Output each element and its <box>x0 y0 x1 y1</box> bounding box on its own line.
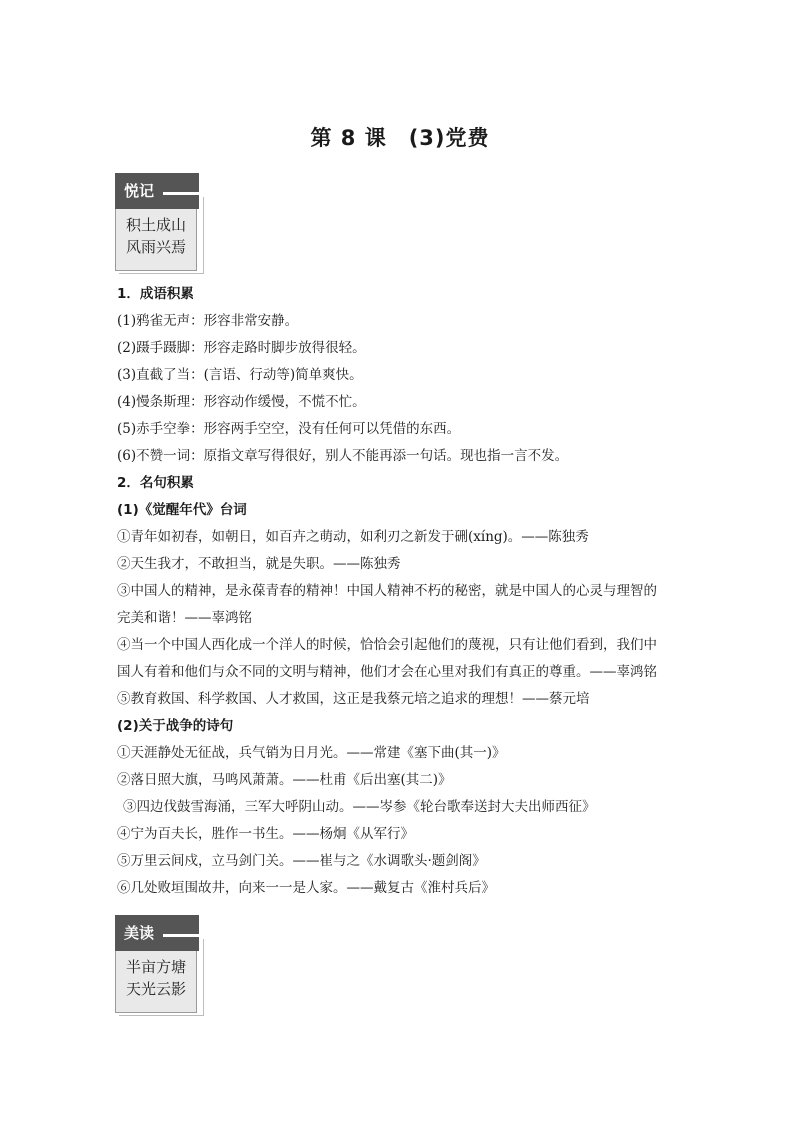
main-content <box>117 281 697 902</box>
poem-line: ⑥几处败垣围故井，向来一一是人家。——戴复古《淮村兵后》 <box>117 880 495 896</box>
poem-line: ③四边伐鼓雪海涌，三军大呼阴山动。——岑参《轮台歌奉送封大夫出师西征》 <box>123 799 596 815</box>
poem-line: ①天涯静处无征战，兵气销为日月光。——常建《塞下曲(其一)》 <box>117 745 506 761</box>
idiom-item: (1)鸦雀无声：形容非常安静。 <box>117 313 299 329</box>
badge-line: 积土成山 <box>126 216 187 234</box>
badge-label: 悦记 <box>124 182 155 200</box>
poem-line: ④宁为百夫长，胜作一书生。——杨炯《从军行》 <box>117 826 414 842</box>
section-heading: 1．成语积累 <box>117 286 194 302</box>
quote-line: ①青年如初春，如朝日，如百卉之萌动，如利刃之新发于硎(xíng)。——陈独秀 <box>117 529 589 545</box>
badge-line: 风雨兴焉 <box>126 238 187 256</box>
quote-line: ②天生我才，不敢担当，就是失职。——陈独秀 <box>117 556 401 572</box>
badge-line: 天光云影 <box>126 980 187 998</box>
idiom-item: (4)慢条斯理：形容动作缓慢，不慌不忙。 <box>117 394 366 410</box>
badge-label: 美读 <box>124 924 155 942</box>
subsection-heading: (2)关于战争的诗句 <box>117 718 234 734</box>
badge-header <box>115 915 199 951</box>
subsection-heading: (1)《觉醒年代》台词 <box>117 502 247 518</box>
badge-decor-line <box>163 192 205 195</box>
quote-line: 国人有着和他们与众不同的文明与精神，他们才会在心里对我们有真正的尊重。——辜鸿铭 <box>117 664 657 680</box>
idiom-item: (2)蹑手蹑脚：形容走路时脚步放得很轻。 <box>117 340 366 356</box>
poem-line: ⑤万里云间戍，立马剑门关。——崔与之《水调歌头·题剑阁》 <box>117 853 486 869</box>
badge-header <box>115 173 199 209</box>
idiom-item: (5)赤手空拳：形容两手空空，没有任何可以凭借的东西。 <box>117 421 461 437</box>
quote-line: ③中国人的精神，是永葆青春的精神！中国人精神不朽的秘密，就是中国人的心灵与理智的 <box>117 583 657 599</box>
idiom-item: (6)不赞一词：原指文章写得很好，别人不能再添一句话。现也指一言不发。 <box>117 448 569 464</box>
poem-line: ②落日照大旗，马鸣风萧萧。——杜甫《后出塞(其二)》 <box>117 772 452 788</box>
idiom-item: (3)直截了当：(言语、行动等)简单爽快。 <box>117 367 363 383</box>
badge-decor-line <box>163 934 205 937</box>
quote-line: 完美和谐！——辜鸿铭 <box>117 610 252 626</box>
badge-body <box>115 951 197 1013</box>
quote-line: ④当一个中国人西化成一个洋人的时候，恰恰会引起他们的蔑视，只有让他们看到，我们中 <box>117 637 657 653</box>
badge-line: 半亩方塘 <box>126 958 187 976</box>
quote-line: ⑤教育救国、科学救国、人才救国，这正是我蔡元培之追求的理想！——蔡元培 <box>117 691 590 707</box>
section-heading: 2．名句积累 <box>117 475 194 491</box>
page-title: 第 8 课 (3)党费 <box>310 126 490 150</box>
badge-body <box>115 209 197 271</box>
